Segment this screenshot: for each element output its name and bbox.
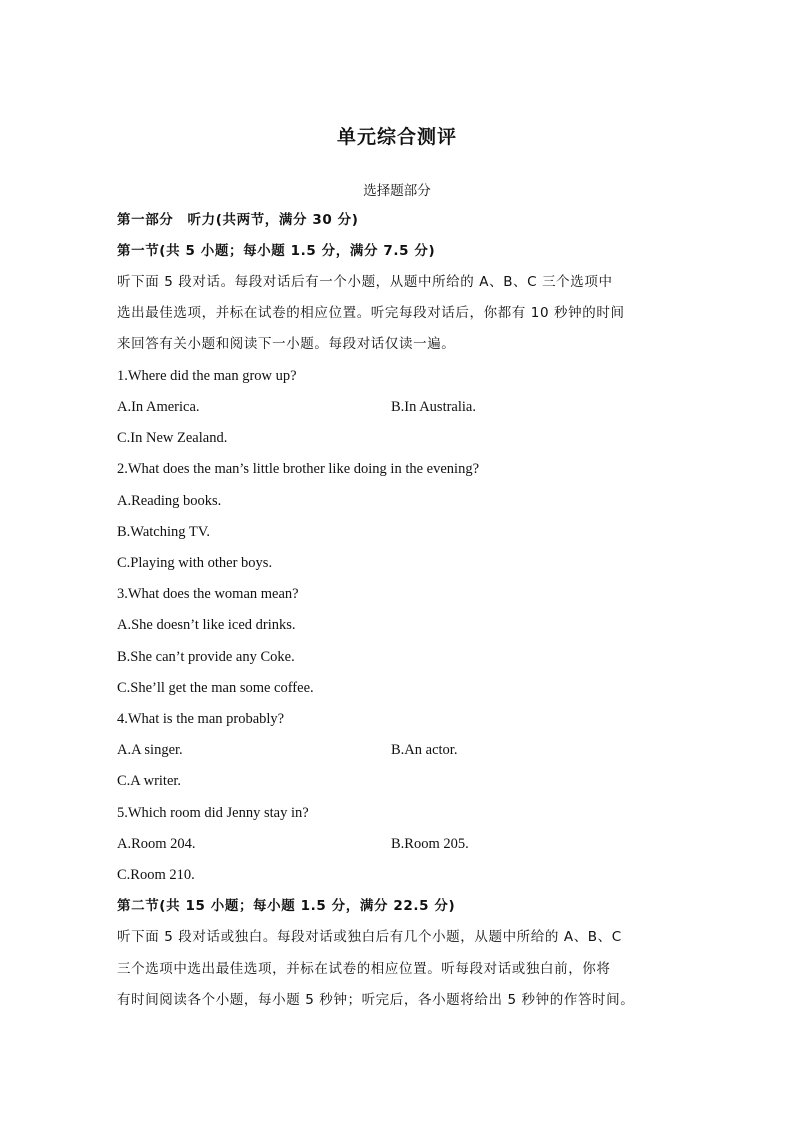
question-5-option-a: A.Room 204. (117, 836, 196, 852)
question-2-option-c: C.Playing with other boys. (117, 555, 273, 571)
section2-heading: 第二节(共 15 小题；每小题 1.5 分，满分 22.5 分) (117, 898, 456, 914)
section2-instruction-line: 有时间阅读各个小题，每小题 5 秒钟；听完后，各小题将给出 5 秒钟的作答时间。 (117, 992, 635, 1008)
question-3-option-c: C.She’ll get the man some coffee. (117, 680, 314, 696)
part1-heading: 第一部分 听力(共两节，满分 30 分) (117, 212, 359, 228)
question-3-option-a: A.She doesn’t like iced drinks. (117, 617, 296, 633)
question-5-option-b: B.Room 205. (391, 836, 469, 852)
question-2-option-b: B.Watching TV. (117, 524, 210, 540)
question-2-option-a: A.Reading books. (117, 493, 222, 509)
question-4: 4.What is the man probably? (117, 711, 285, 727)
section1-instruction-line: 来回答有关小题和阅读下一小题。每段对话仅读一遍。 (117, 336, 456, 352)
section1-instruction-line: 听下面 5 段对话。每段对话后有一个小题，从题中所给的 A、B、C 三个选项中 (117, 274, 613, 290)
question-5-option-c: C.Room 210. (117, 867, 195, 883)
question-1-option-a: A.In America. (117, 399, 200, 415)
question-4-option-c: C.A writer. (117, 773, 182, 789)
question-1-option-c: C.In New Zealand. (117, 430, 228, 446)
question-5: 5.Which room did Jenny stay in? (117, 805, 309, 821)
question-3: 3.What does the woman mean? (117, 586, 299, 602)
page-title: 单元综合测评 (336, 126, 457, 148)
question-3-option-b: B.She can’t provide any Coke. (117, 649, 295, 665)
section2-instruction-line: 听下面 5 段对话或独白。每段对话或独白后有几个小题，从题中所给的 A、B、C (117, 929, 622, 945)
section1-instruction-line: 选出最佳选项，并标在试卷的相应位置。听完每段对话后，你都有 10 秒钟的时间 (117, 305, 625, 321)
question-4-option-b: B.An actor. (391, 742, 458, 758)
page-subtitle: 选择题部分 (363, 183, 431, 199)
question-4-option-a: A.A singer. (117, 742, 183, 758)
section2-instruction-line: 三个选项中选出最佳选项，并标在试卷的相应位置。听每段对话或独白前，你将 (117, 961, 611, 977)
question-2: 2.What does the man’s little brother like doing in the evening? (117, 461, 480, 477)
question-1: 1.Where did the man grow up? (117, 368, 297, 384)
question-1-option-b: B.In Australia. (391, 399, 476, 415)
section1-heading: 第一节(共 5 小题；每小题 1.5 分，满分 7.5 分) (117, 243, 436, 259)
